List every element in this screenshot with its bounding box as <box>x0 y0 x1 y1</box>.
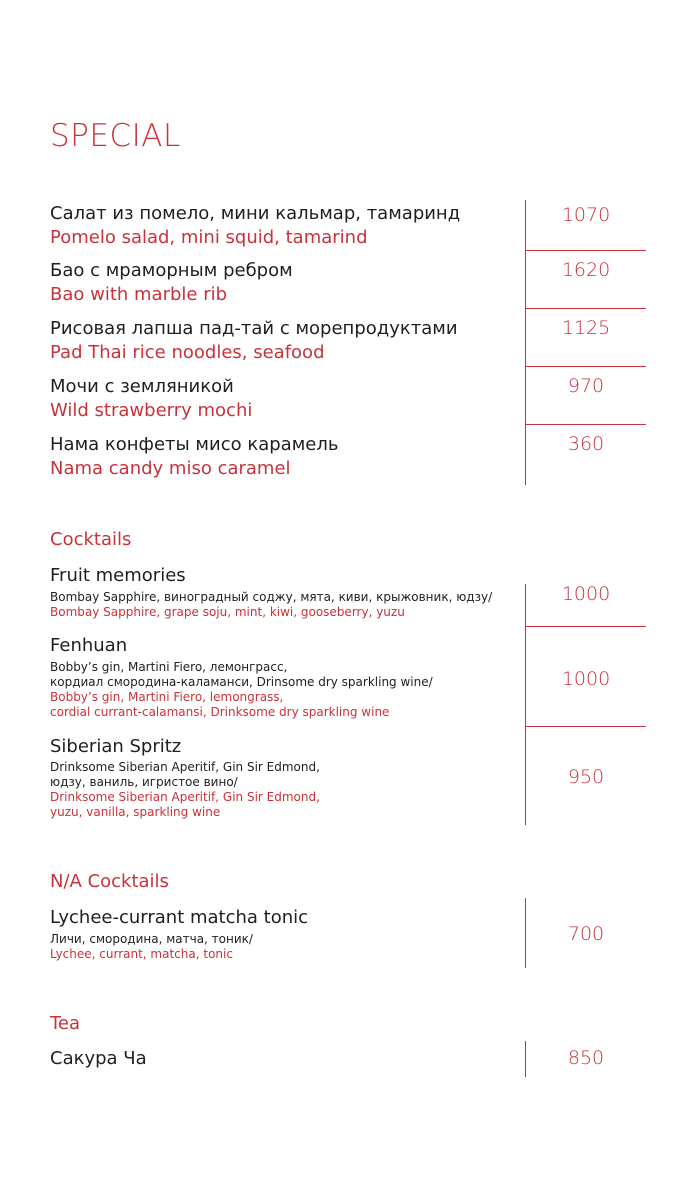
item-name: Fenhuan <box>50 635 128 656</box>
menu-item <box>50 727 646 825</box>
section-title-cocktails: Cocktails <box>50 529 132 550</box>
item-name: Fruit memories <box>50 565 186 586</box>
item-name-en: Pomelo salad, mini squid, tamarind <box>50 227 368 248</box>
item-price: 360 <box>567 433 605 455</box>
menu-item <box>50 367 646 425</box>
item-name-ru: Салат из помело, мини кальмар, тамаринд <box>50 203 461 224</box>
item-name: Lychee-currant matcha tonic <box>50 907 309 928</box>
item-price: 970 <box>567 375 605 397</box>
item-price: 1000 <box>561 583 611 605</box>
menu-item <box>50 1047 646 1077</box>
item-description: Drinksome Siberian Aperitif, Gin Sir Edmond, юдзу, ваниль, игристое вино/ Drinksome Siberian Aperitif, Gin Sir Edmond, yuzu, vanilla, sparkling wine <box>50 760 320 819</box>
item-name-ru: Мочи с земляникой <box>50 376 234 397</box>
item-price: 1125 <box>561 317 611 339</box>
menu-item <box>50 627 646 727</box>
menu-item <box>50 906 646 968</box>
page-title: SPECIAL <box>50 118 181 154</box>
menu-item <box>50 425 646 485</box>
menu-item <box>50 564 646 627</box>
item-name-ru: Бао с мраморным ребром <box>50 260 293 281</box>
item-price: 700 <box>567 923 605 945</box>
item-price: 1000 <box>561 668 611 690</box>
section-title-na-cocktails: N/A Cocktails <box>50 871 169 892</box>
item-name: Siberian Spritz <box>50 736 182 757</box>
item-description: Bombay Sapphire, виноградный соджу, мята, киви, крыжовник, юдзу/ Bombay Sapphire, grape soju, mint, kiwi, gooseberry, yuzu <box>50 590 493 619</box>
item-price: 950 <box>567 766 605 788</box>
item-name-en: Bao with marble rib <box>50 284 228 305</box>
section-title-tea: Tea <box>50 1013 81 1034</box>
menu-item <box>50 251 646 309</box>
item-name-ru: Рисовая лапша пад-тай с морепродуктами <box>50 318 458 339</box>
item-description: Bobby’s gin, Martini Fiero, лемонграсс, кордиал смородина-каламанси, Drinsome dry sparkling wine/ Bobby’s gin, Martini Fiero, lemongrass, cordial currant-calamansi, Drinksome dry sparkling wine <box>50 660 433 719</box>
item-name: Сакура Ча <box>50 1048 147 1069</box>
item-name-en: Wild strawberry mochi <box>50 400 253 421</box>
item-name-en: Nama candy miso caramel <box>50 458 291 479</box>
item-price: 1070 <box>561 204 611 226</box>
menu-item <box>50 309 646 367</box>
item-price: 850 <box>567 1047 605 1069</box>
item-description: Личи, смородина, матча, тоник/ Lychee, currant, matcha, tonic <box>50 932 253 961</box>
item-name-en: Pad Thai rice noodles, seafood <box>50 342 325 363</box>
menu-item <box>50 202 646 251</box>
item-name-ru: Нама конфеты мисо карамель <box>50 434 339 455</box>
item-price: 1620 <box>561 259 611 281</box>
